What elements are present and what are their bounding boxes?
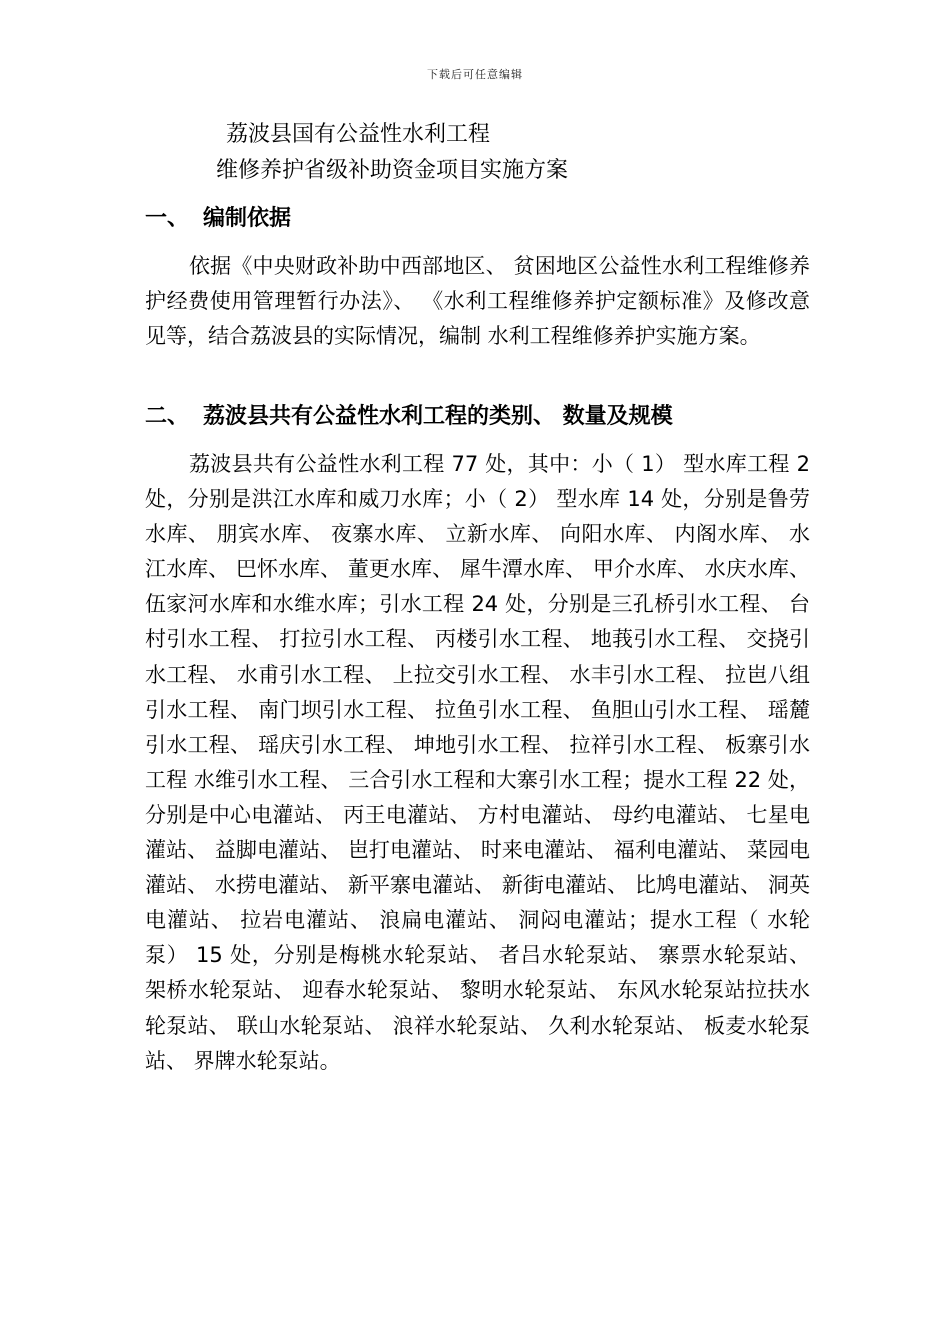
- section-title: 荔波县共有公益性水利工程的类别、 数量及规模: [203, 404, 673, 429]
- section-body-2: 荔波县共有公益性水利工程 77 处，其中：小（ 1） 型水库工程 2 处，分别是洪江水库和威刀水库；小（ 2） 型水库 14 处，分别是鲁劳水库、 朋宾水库、 夜寨水库、 立新水库、 向阳水库、 内阁水库、 水江水库、 巴怀水库、 董更水库、 犀牛潭水库、 甲介水库、 水庆水库、 伍家河水库和水维水库；引水工程 24 处，分别是三孔桥引水工程、 台村引水工程、 打拉引水工程、 丙楼引水工程、 地莪引水工程、 交挠引水工程、 水甫引水工程、 上拉交引水工程、 水丰引水工程、 拉岜八组引水工程、 南门坝引水工程、 拉鱼引水工程、 鱼胆山引水工程、 瑶麓引水工程、 瑶庆引水工程、 坤地引水工程、 拉祥引水工程、 板寨引水工程 水维引水工程、 三合引水工程和大寨引水工程；提水工程 22 处，分别是中心电灌站、 丙王电灌站、 方村电灌站、 母约电灌站、 七星电灌站、 益脚电灌站、 岜打电灌站、 时来电灌站、 福利电灌站、 菜园电灌站、 水捞电灌站、 新平寨电灌站、 新街电灌站、 比鸠电灌站、 洞英电灌站、 拉岩电灌站、 浪扁电灌站、 洞闷电灌站；提水工程（ 水轮泵） 15 处，分别是梅桃水轮泵站、 者吕水轮泵站、 寨票水轮泵站、 架桥水轮泵站、 迎春水轮泵站、 黎明水轮泵站、 东风水轮泵站拉扶水轮泵站、 联山水轮泵站、 浪祥水轮泵站、 久利水轮泵站、 板麦水轮泵站、 界牌水轮泵站。: [145, 452, 810, 1073]
- document-title-line-2: 维修养护省级补助资金项目实施方案: [216, 158, 569, 183]
- section-number: 一、: [145, 206, 190, 231]
- section-body-1: 依据《中央财政补助中西部地区、 贫困地区公益性水利工程维修养护经费使用管理暂行办法》、 《水利工程维修养护定额标准》及修改意见等，结合荔波县的实际情况，编制 水利工程维修养护实施方案。: [145, 254, 810, 349]
- section-title: 编制依据: [203, 206, 292, 231]
- section-number: 二、: [145, 404, 190, 429]
- section-heading-2: [145, 402, 673, 432]
- document-title-line-1: 荔波县国有公益性水利工程: [226, 122, 491, 147]
- section-heading-1: [145, 204, 291, 234]
- header-note: 下载后可任意编辑: [427, 68, 523, 81]
